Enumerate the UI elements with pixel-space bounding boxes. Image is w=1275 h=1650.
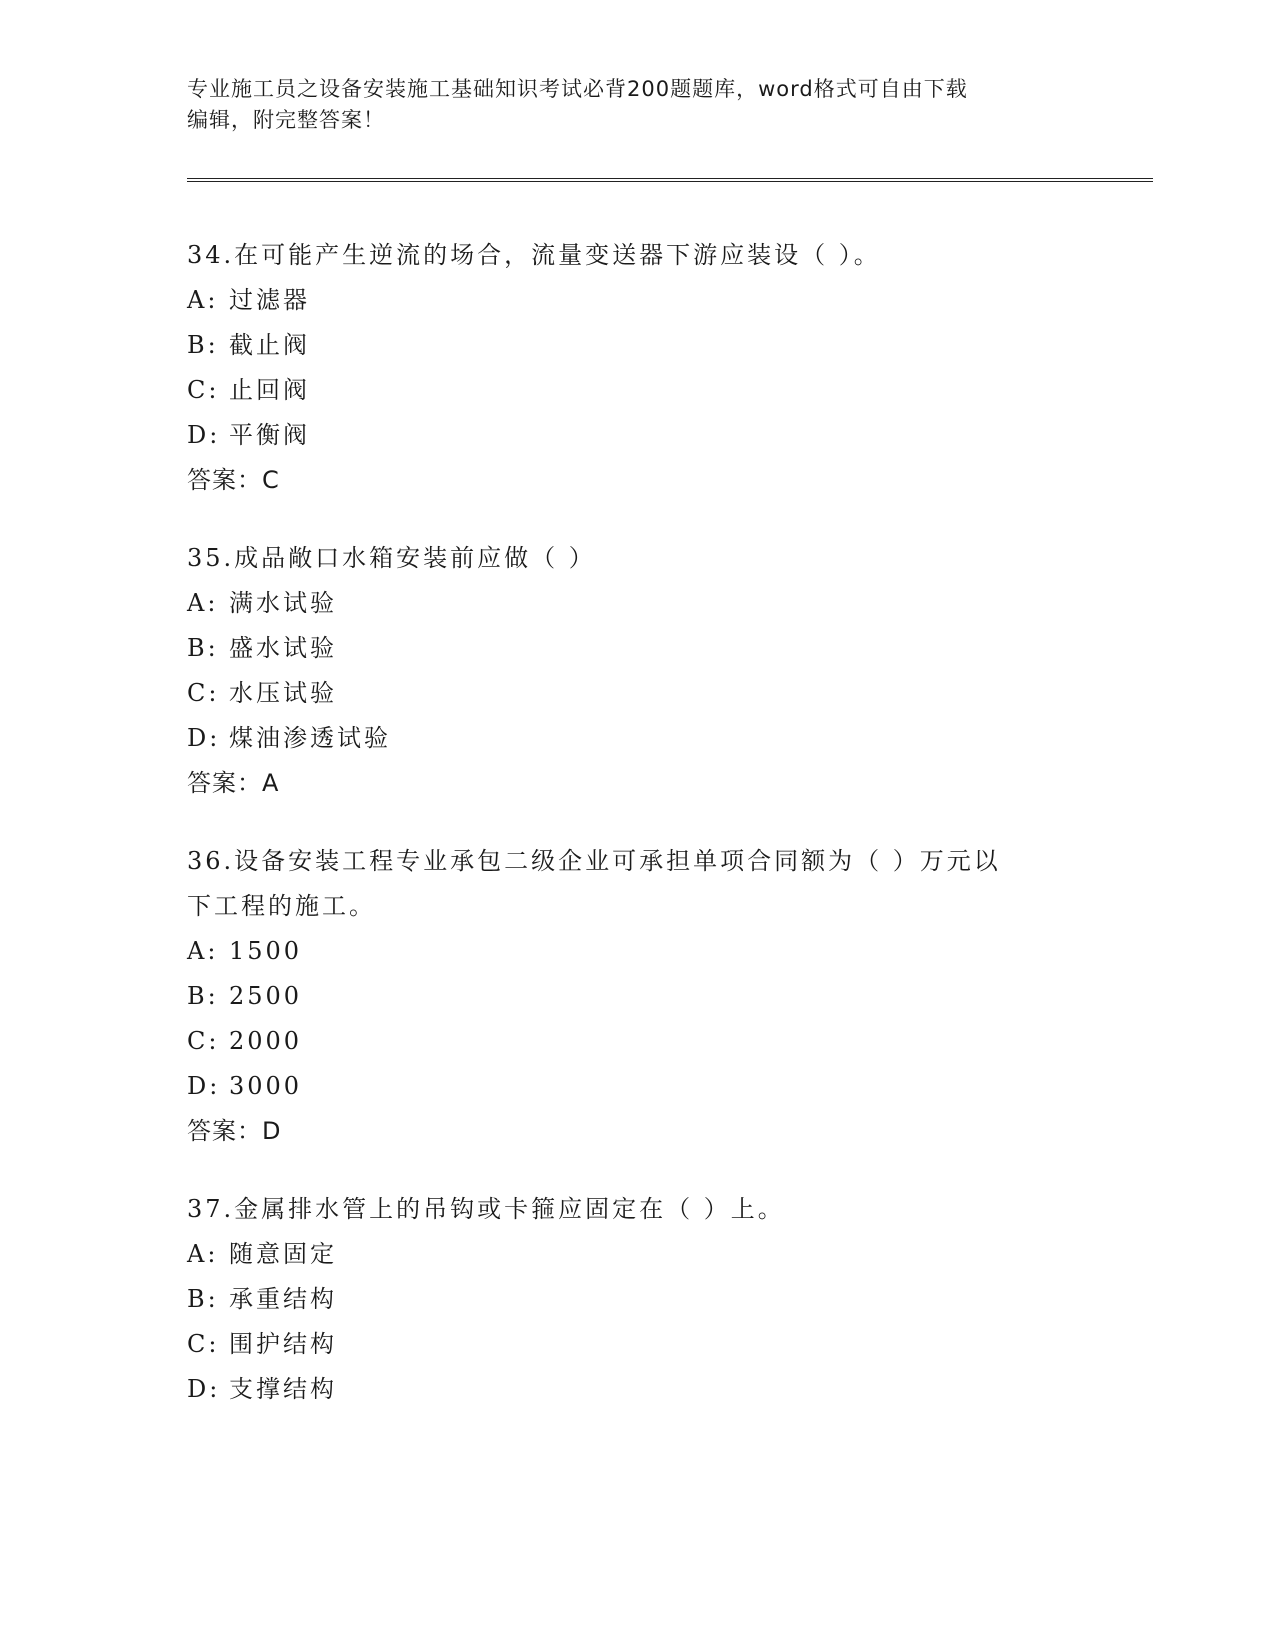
document-header (187, 74, 1067, 136)
question-36 (187, 839, 1087, 1154)
option-text: 盛水试验 (229, 634, 337, 662)
question-list (187, 233, 1087, 1445)
option-text: 止回阀 (229, 376, 310, 404)
option-key: A: (187, 589, 219, 617)
option-b (187, 323, 1087, 368)
option-b (187, 1277, 1087, 1322)
option-b (187, 974, 1087, 1019)
option-d (187, 1064, 1087, 1109)
question-stem-continued: 下工程的施工。 (187, 892, 376, 920)
option-key: D: (187, 1072, 221, 1100)
option-a (187, 1232, 1087, 1277)
option-key: A: (187, 286, 219, 314)
option-text: 满水试验 (229, 589, 337, 617)
option-text: 水压试验 (229, 679, 337, 707)
option-d (187, 716, 1087, 761)
option-text: 随意固定 (229, 1240, 337, 1268)
option-key: C: (187, 679, 220, 707)
question-35 (187, 536, 1087, 806)
option-key: A: (187, 937, 219, 965)
header-divider (187, 178, 1153, 182)
option-a (187, 929, 1087, 974)
option-text: 支撑结构 (229, 1375, 337, 1403)
option-key: D: (187, 1375, 221, 1403)
option-key: C: (187, 1027, 220, 1055)
option-text: 承重结构 (229, 1285, 337, 1313)
question-stem: 35.成品敞口水箱安装前应做（ ） (187, 544, 596, 572)
option-text: 3000 (229, 1072, 303, 1100)
option-key: C: (187, 1330, 220, 1358)
option-a (187, 278, 1087, 323)
option-key: B: (187, 982, 219, 1010)
option-key: B: (187, 634, 219, 662)
option-c (187, 368, 1087, 413)
option-text: 2500 (229, 982, 303, 1010)
question-stem: 34.在可能产生逆流的场合，流量变送器下游应装设（ ）。 (187, 241, 881, 269)
header-title-line-1: 专业施工员之设备安装施工基础知识考试必背200题题库，word格式可自由下载 (187, 77, 968, 101)
header-title-line-2: 编辑，附完整答案！ (187, 108, 385, 132)
option-key: A: (187, 1240, 219, 1268)
question-34 (187, 233, 1087, 503)
option-c (187, 671, 1087, 716)
option-text: 煤油渗透试验 (229, 724, 391, 752)
answer-line: 答案：A (187, 769, 280, 797)
answer-line: 答案：D (187, 1117, 282, 1145)
option-text: 过滤器 (229, 286, 310, 314)
option-c (187, 1019, 1087, 1064)
option-text: 1500 (229, 937, 303, 965)
option-key: B: (187, 331, 219, 359)
option-text: 截止阀 (229, 331, 310, 359)
question-stem: 36.设备安装工程专业承包二级企业可承担单项合同额为（ ）万元以 (187, 847, 1001, 875)
option-d (187, 1367, 1087, 1412)
option-key: B: (187, 1285, 219, 1313)
option-b (187, 626, 1087, 671)
question-37 (187, 1187, 1087, 1412)
option-a (187, 581, 1087, 626)
option-key: D: (187, 421, 221, 449)
option-d (187, 413, 1087, 458)
answer-line: 答案：C (187, 466, 280, 494)
question-stem: 37.金属排水管上的吊钩或卡箍应固定在（ ）上。 (187, 1195, 785, 1223)
option-key: D: (187, 724, 221, 752)
option-text: 2000 (229, 1027, 303, 1055)
option-text: 围护结构 (229, 1330, 337, 1358)
option-text: 平衡阀 (229, 421, 310, 449)
option-c (187, 1322, 1087, 1367)
option-key: C: (187, 376, 220, 404)
